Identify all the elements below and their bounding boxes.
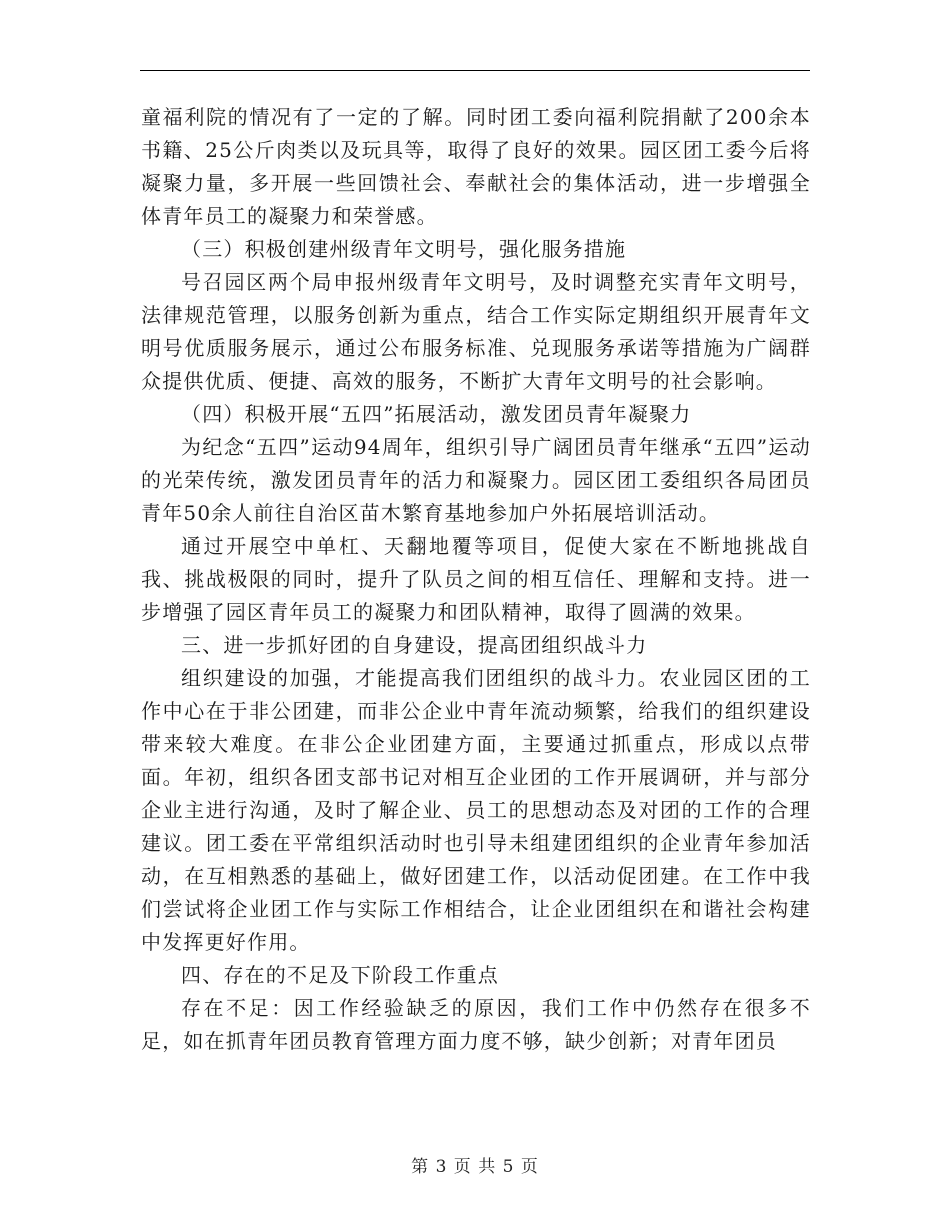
chapter-heading-3: 三、进一步抓好团的自身建设，提高团组织战斗力 (181, 633, 648, 657)
chapter-heading-4: 四、存在的不足及下阶段工作重点 (181, 963, 499, 987)
paragraph: 存在不足：因工作经验缺乏的原因，我们工作中仍然存在很多不足，如在抓青年团员教育管理方面力度不够，缺少创新；对青年团员 (141, 996, 811, 1053)
paragraph-continuation: 童福利院的情况有了一定的了解。同时团工委向福利院捐献了200余本书籍、25公斤肉类以及玩具等，取得了良好的效果。园区团工委今后将凝聚力量，多开展一些回馈社会、奉献社会的集体活动，进一步增强全体青年员工的凝聚力和荣誉感。 (141, 105, 811, 228)
section-heading-4: （四）积极开展“五四”拓展活动，激发团员青年凝聚力 (181, 402, 692, 426)
paragraph: 号召园区两个局申报州级青年文明号，及时调整充实青年文明号，法律规范管理，以服务创新为重点，结合工作实际定期组织开展青年文明号优质服务展示，通过公布服务标准、兑现服务承诺等措施为广阔群众提供优质、便捷、高效的服务，不断扩大青年文明号的社会影响。 (141, 270, 811, 393)
paragraph: 通过开展空中单杠、天翻地覆等项目，促使大家在不断地挑战自我、挑战极限的同时，提升了队员之间的相互信任、理解和支持。进一步增强了园区青年员工的凝聚力和团队精神，取得了圆满的效果。 (141, 534, 811, 624)
header-rule (140, 70, 810, 71)
page-footer: 第 3 页 共 5 页 (411, 1157, 539, 1177)
section-heading-3: （三）积极创建州级青年文明号，强化服务措施 (181, 237, 627, 261)
document-body (141, 101, 811, 1058)
paragraph: 为纪念“五四”运动94周年，组织引导广阔团员青年继承“五四”运动的光荣传统，激发团员青年的活力和凝聚力。园区团工委组织各局团员青年50余人前往自治区苗木繁育基地参加户外拓展培训活动。 (141, 435, 811, 525)
paragraph: 组织建设的加强，才能提高我们团组织的战斗力。农业园区团的工作中心在于非公团建，而非公企业中青年流动频繁，给我们的组织建设带来较大难度。在非公企业团建方面，主要通过抓重点，形成以点带面。年初，组织各团支部书记对相互企业团的工作开展调研，并与部分企业主进行沟通，及时了解企业、员工的思想动态及对团的工作的合理建议。团工委在平常组织活动时也引导未组建团组织的企业青年参加活动，在互相熟悉的基础上，做好团建工作，以活动促团建。在工作中我们尝试将企业团工作与实际工作相结合，让企业团组织在和谐社会构建中发挥更好作用。 (141, 666, 811, 954)
